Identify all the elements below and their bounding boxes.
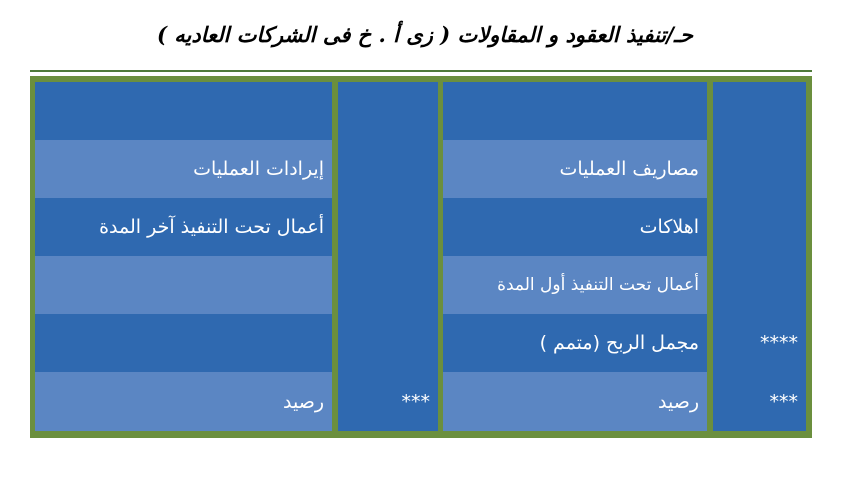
debit-label-column	[443, 82, 707, 431]
table-cell	[35, 314, 332, 372]
table-cell	[443, 82, 707, 140]
table-cell: ***	[713, 372, 806, 431]
table-cell: رصيد	[35, 372, 332, 431]
table-cell	[338, 198, 438, 256]
table-cell: اهلاكات	[443, 198, 707, 256]
table-cell	[338, 140, 438, 198]
table-cell	[713, 198, 806, 256]
table-cell	[713, 256, 806, 314]
table-cell: ****	[713, 314, 806, 372]
account-title: حـ/تنفيذ العقود و المقاولات ( زى أ . خ فى الشركات العاديه )	[157, 22, 693, 47]
table-cell: رصيد	[443, 372, 707, 431]
debit-amount-column	[713, 82, 806, 431]
table-cell	[35, 256, 332, 314]
table-cell: إيرادات العمليات	[35, 140, 332, 198]
t-account-table	[30, 76, 812, 438]
table-cell: مصاريف العمليات	[443, 140, 707, 198]
table-cell	[713, 140, 806, 198]
table-cell	[338, 314, 438, 372]
table-cell	[713, 82, 806, 140]
table-cell	[338, 82, 438, 140]
table-cell	[35, 82, 332, 140]
table-cell: ***	[338, 372, 438, 431]
credit-amount-column	[338, 82, 438, 431]
table-cell: مجمل الربح (متمم )	[443, 314, 707, 372]
table-cell: أعمال تحت التنفيذ أول المدة	[443, 256, 707, 314]
title-rule	[30, 70, 812, 72]
credit-label-column	[35, 82, 332, 431]
table-cell: أعمال تحت التنفيذ آخر المدة	[35, 198, 332, 256]
table-cell	[338, 256, 438, 314]
